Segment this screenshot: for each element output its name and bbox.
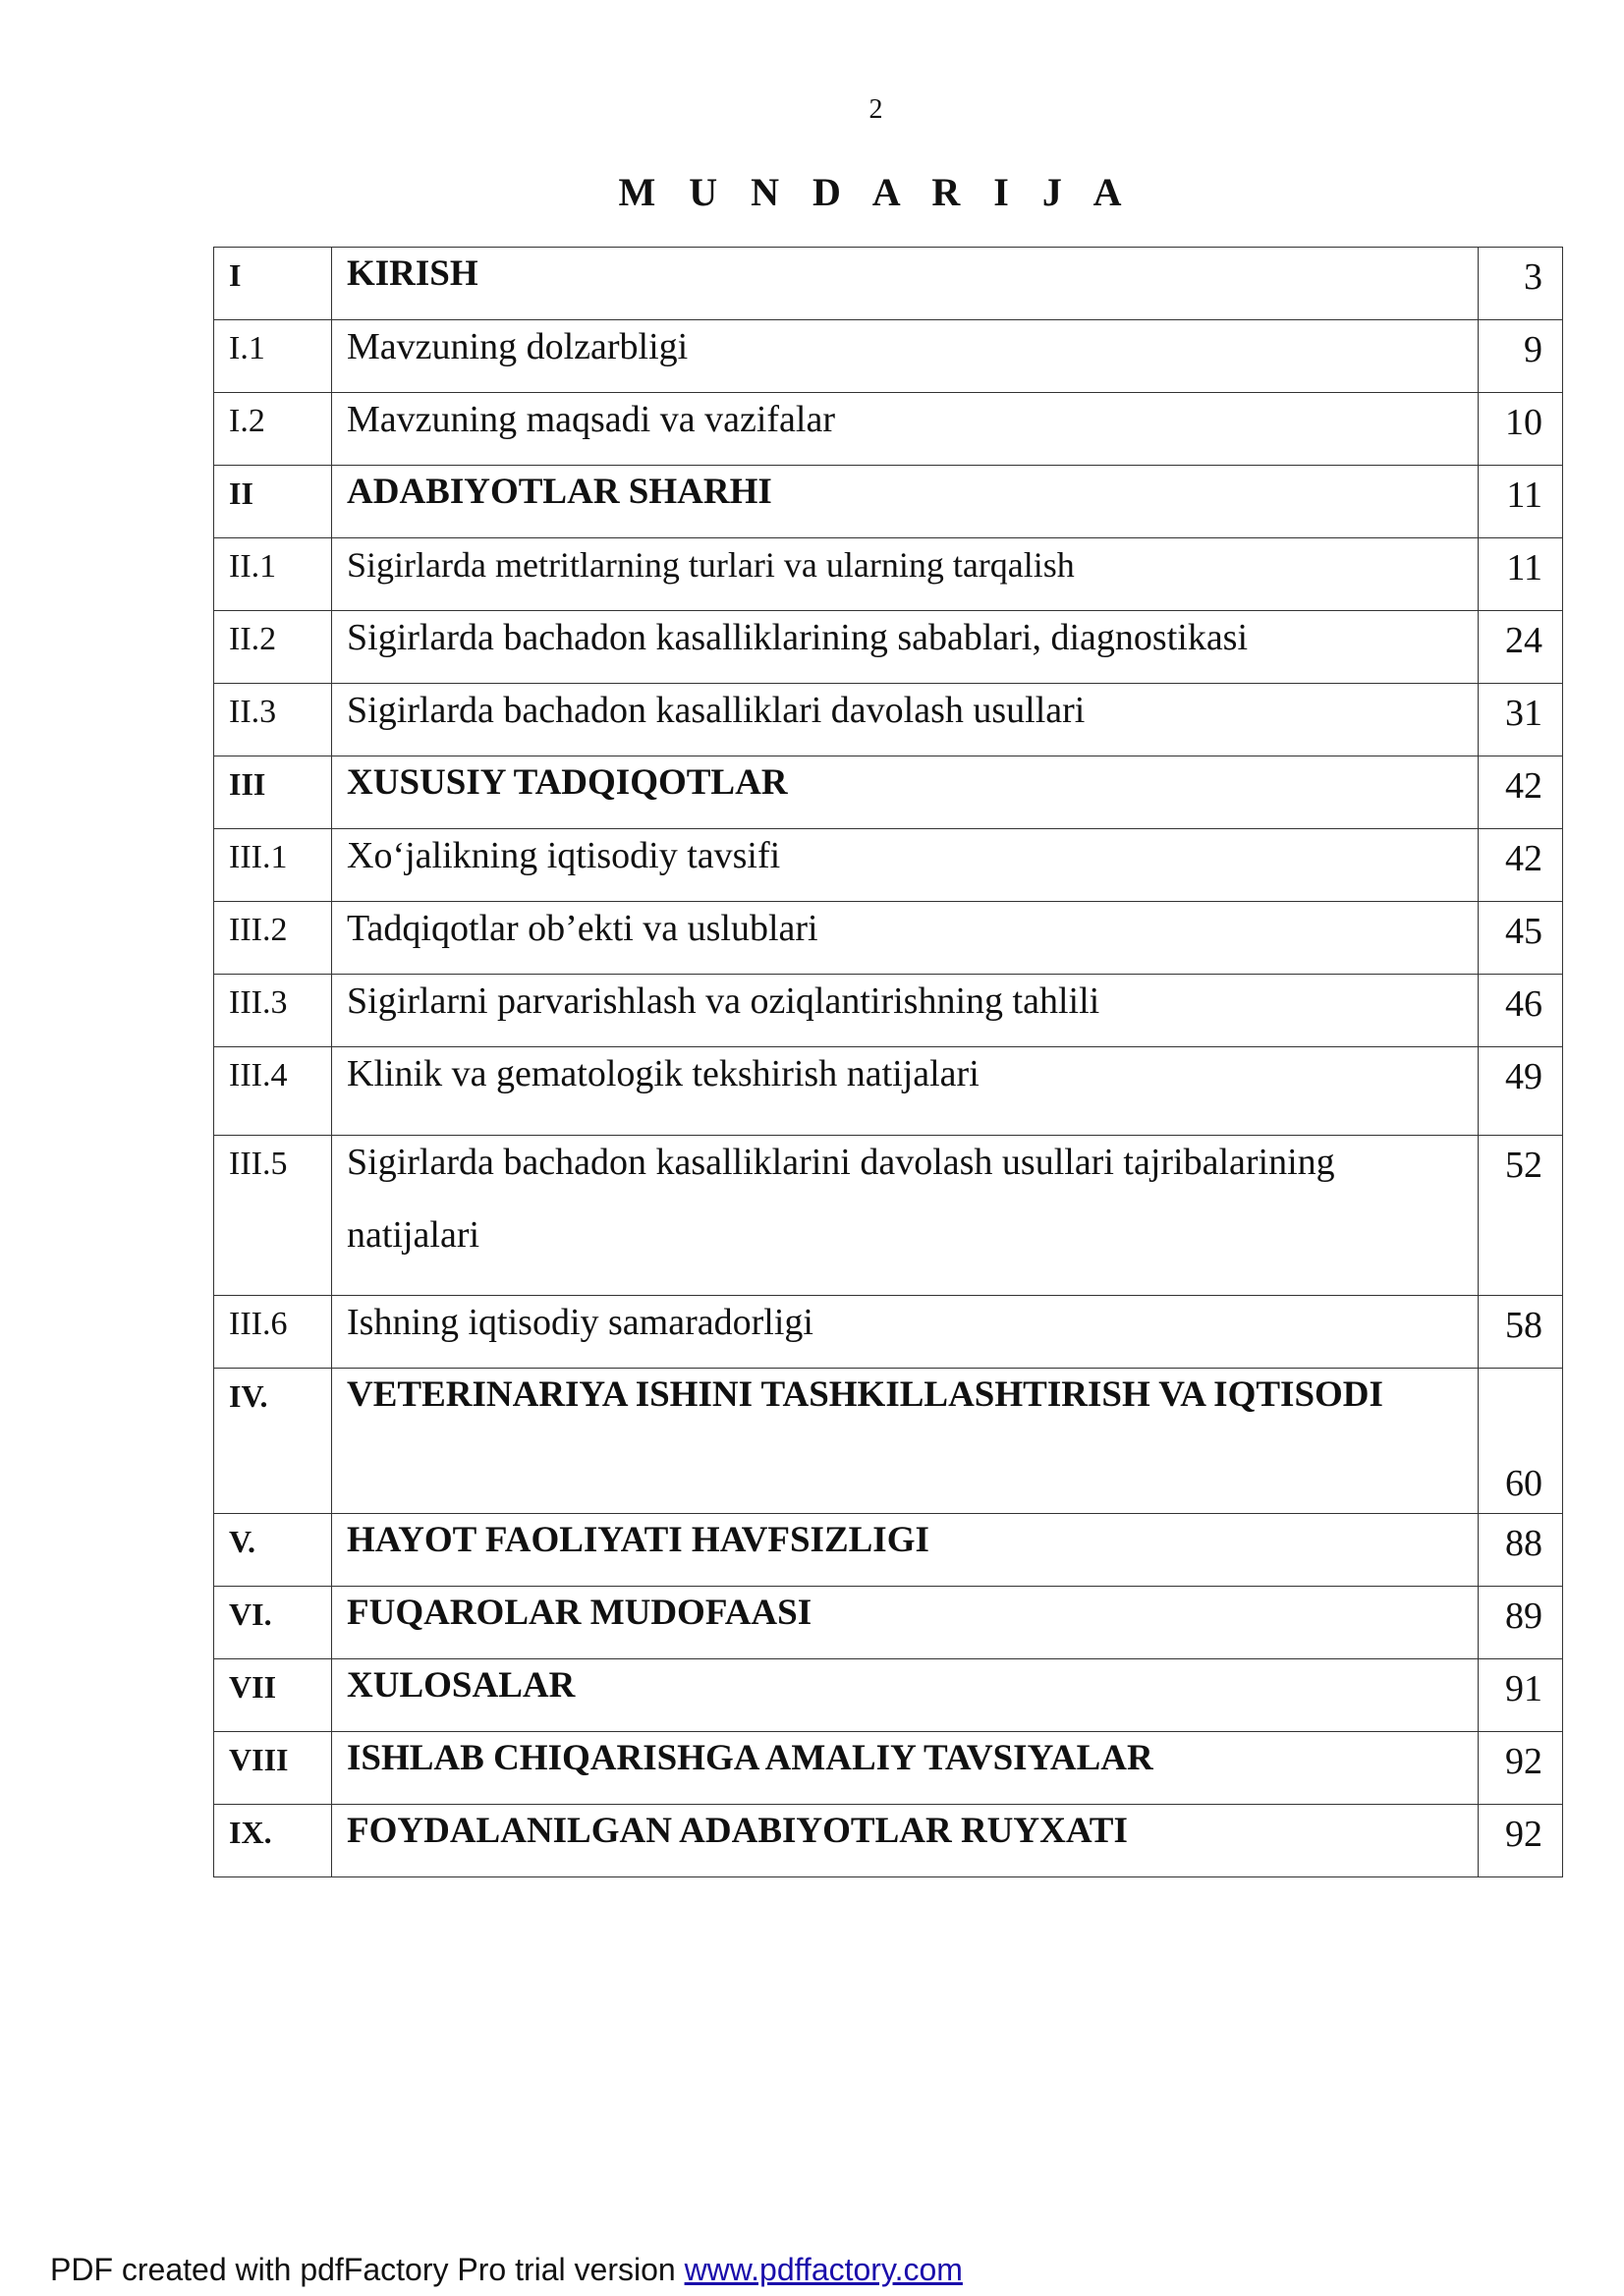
footer-link[interactable]: www.pdffactory.com: [684, 2252, 963, 2287]
toc-page-number: 31: [1479, 684, 1563, 756]
toc-row: [214, 393, 1563, 466]
toc-page-number: 49: [1479, 1047, 1563, 1136]
toc-section-number: III.5: [214, 1136, 332, 1296]
toc-section-title-text: ADABIYOTLAR SHARHI: [347, 472, 772, 512]
toc-section-number: I.2: [214, 393, 332, 466]
pdf-footer: [50, 2252, 963, 2288]
toc-section-title: [332, 1732, 1479, 1805]
toc-section-title: [332, 538, 1479, 611]
toc-section-title-text: Tadqiqotlar ob’ekti va uslublari: [347, 908, 818, 949]
toc-section-number: VI.: [214, 1587, 332, 1659]
page-number: 2: [868, 94, 883, 125]
toc-section-title: [332, 1136, 1479, 1296]
toc-section-number: IX.: [214, 1805, 332, 1877]
toc-section-title: [332, 975, 1479, 1047]
toc-section-title: [332, 1369, 1479, 1514]
toc-row: [214, 1732, 1563, 1805]
toc-page-number: 11: [1479, 538, 1563, 611]
toc-section-title-text: Sigirlarda bachadon kasalliklari davolash usullari: [347, 690, 1086, 731]
table-of-contents: [213, 247, 1563, 1877]
toc-row: [214, 1514, 1563, 1587]
toc-row: [214, 1659, 1563, 1732]
toc-page-number: 52: [1479, 1136, 1563, 1296]
toc-section-number: II: [214, 466, 332, 538]
toc-section-title-text: XUSUSIY TADQIQOTLAR: [347, 762, 788, 803]
toc-page-number: 91: [1479, 1659, 1563, 1732]
toc-page-number: 10: [1479, 393, 1563, 466]
toc-section-title-text: Ishning iqtisodiy samaradorligi: [347, 1302, 813, 1343]
toc-row: [214, 684, 1563, 756]
toc-page-number: 11: [1479, 466, 1563, 538]
toc-section-title-text: FUQAROLAR MUDOFAASI: [347, 1593, 812, 1633]
toc-section-number: V.: [214, 1514, 332, 1587]
toc-section-title: [332, 1587, 1479, 1659]
toc-row: [214, 1805, 1563, 1877]
toc-row: [214, 320, 1563, 393]
toc-page-number: 42: [1479, 756, 1563, 829]
toc-row: [214, 1587, 1563, 1659]
toc-page-number: 89: [1479, 1587, 1563, 1659]
toc-section-number: I: [214, 248, 332, 320]
toc-section-title-text: KIRISH: [347, 253, 478, 294]
toc-section-number: III.2: [214, 902, 332, 975]
toc-section-title: [332, 902, 1479, 975]
toc-section-number: I.1: [214, 320, 332, 393]
toc-section-title-text: Sigirlarda metritlarning turlari va ularning tarqalish: [347, 545, 1075, 585]
toc-section-title: [332, 1659, 1479, 1732]
toc-section-title: [332, 1296, 1479, 1369]
toc-section-title: [332, 829, 1479, 902]
toc-section-title: [332, 393, 1479, 466]
toc-row: [214, 466, 1563, 538]
toc-section-title-text: Klinik va gematologik tekshirish natijalari: [347, 1053, 980, 1094]
page-title: M U N D A R I J A: [618, 170, 1134, 214]
footer-text: PDF created with pdfFactory Pro trial version: [50, 2252, 685, 2287]
toc-section-number: IV.: [214, 1369, 332, 1514]
toc-section-title: [332, 756, 1479, 829]
toc-section-title-text: HAYOT FAOLIYATI HAVFSIZLIGI: [347, 1520, 929, 1560]
toc-page-number: 58: [1479, 1296, 1563, 1369]
toc-row: [214, 902, 1563, 975]
toc-section-number: II.1: [214, 538, 332, 611]
toc-row: [214, 1047, 1563, 1136]
toc-section-title-text: Sigirlarda bachadon kasalliklarini davolash usullari tajribalarining natijalari: [347, 1142, 1335, 1256]
toc-section-title-text: Xo‘jalikning iqtisodiy tavsifi: [347, 835, 781, 876]
toc-page-number: 46: [1479, 975, 1563, 1047]
toc-section-title-text: VETERINARIYA ISHINI TASHKILLASHTIRISH VA IQTISODI: [347, 1374, 1383, 1415]
toc-row: [214, 829, 1563, 902]
toc-section-title: [332, 320, 1479, 393]
toc-section-title: [332, 1047, 1479, 1136]
toc-page-number: 45: [1479, 902, 1563, 975]
toc-section-title-text: ISHLAB CHIQARISHGA AMALIY TAVSIYALAR: [347, 1738, 1153, 1778]
toc-row: [214, 975, 1563, 1047]
toc-row: [214, 1369, 1563, 1514]
toc-section-title-text: FOYDALANILGAN ADABIYOTLAR RUYXATI: [347, 1811, 1128, 1851]
toc-row: [214, 248, 1563, 320]
toc-row: [214, 538, 1563, 611]
toc-section-number: VIII: [214, 1732, 332, 1805]
toc-section-number: III.3: [214, 975, 332, 1047]
toc-section-title: [332, 684, 1479, 756]
toc-section-title: [332, 611, 1479, 684]
toc-row: [214, 756, 1563, 829]
toc-section-title-text: XULOSALAR: [347, 1665, 576, 1706]
toc-section-title-text: Sigirlarni parvarishlash va oziqlantirishning tahlili: [347, 980, 1100, 1022]
toc-row: [214, 1136, 1563, 1296]
toc-page-number: 24: [1479, 611, 1563, 684]
toc-section-title-text: Mavzuning dolzarbligi: [347, 326, 689, 367]
toc-page-number: 92: [1479, 1805, 1563, 1877]
toc-page-number: 42: [1479, 829, 1563, 902]
toc-page-number: 3: [1479, 248, 1563, 320]
toc-row: [214, 611, 1563, 684]
toc-section-title: [332, 466, 1479, 538]
toc-row: [214, 1296, 1563, 1369]
toc-section-title-text: Sigirlarda bachadon kasalliklarining sabablari, diagnostikasi: [347, 617, 1249, 658]
toc-section-number: III.1: [214, 829, 332, 902]
toc-page-number: 60: [1479, 1369, 1563, 1514]
toc-section-title: [332, 248, 1479, 320]
toc-section-number: II.3: [214, 684, 332, 756]
toc-page-number: 9: [1479, 320, 1563, 393]
toc-section-number: III.6: [214, 1296, 332, 1369]
toc-page-number: 92: [1479, 1732, 1563, 1805]
toc-section-number: VII: [214, 1659, 332, 1732]
toc-section-number: III.4: [214, 1047, 332, 1136]
toc-section-title: [332, 1514, 1479, 1587]
toc-section-number: II.2: [214, 611, 332, 684]
toc-section-number: III: [214, 756, 332, 829]
toc-section-title-text: Mavzuning maqsadi va vazifalar: [347, 399, 835, 440]
toc-section-title: [332, 1805, 1479, 1877]
toc-page-number: 88: [1479, 1514, 1563, 1587]
